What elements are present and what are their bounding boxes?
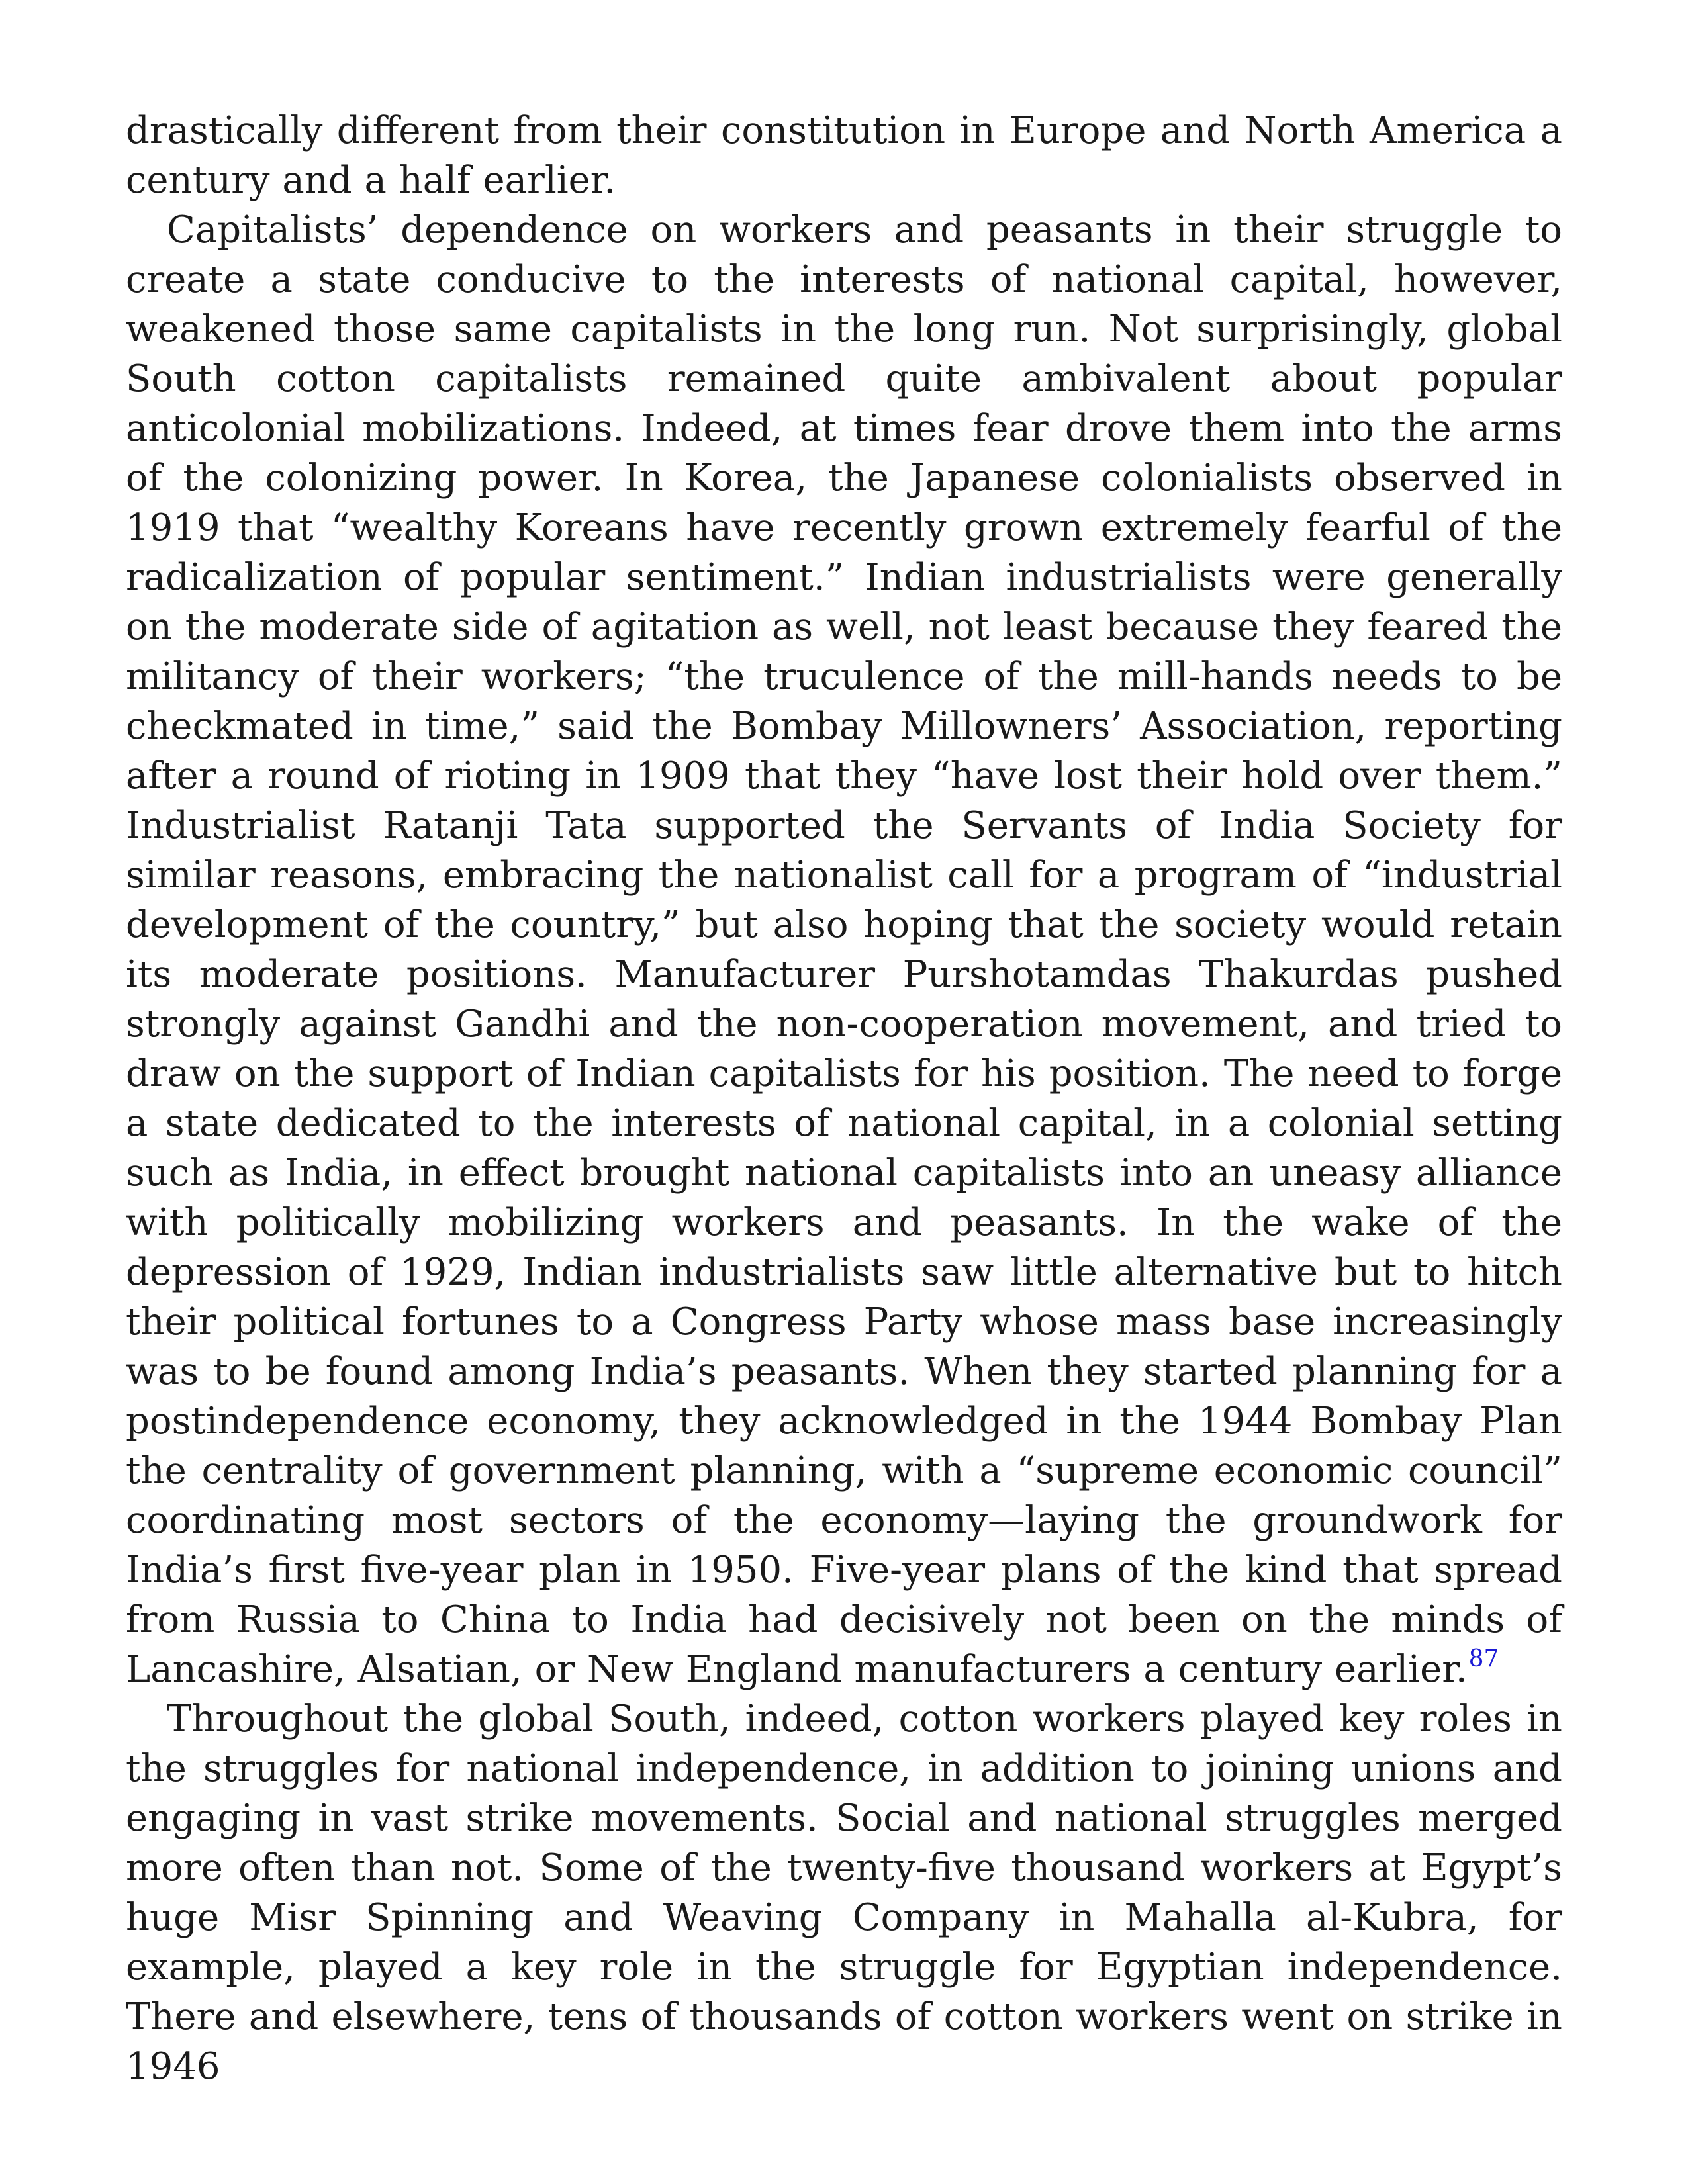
paragraph-text: drastically different from their constitution in Europe and North America a century and a half earlier.	[126, 109, 1562, 202]
book-page-text	[126, 106, 1562, 2091]
paragraph-text: Capitalists’ dependence on workers and peasants in their struggle to create a state conducive to the interests of national capital, however, weakened those same capitalists in the long run. Not surprisingly, global South cotton capitalists remained quite ambivalent about popular anticolonial mobilizations. Indeed, at times fear drove them into the arms of the colonizing power. In Korea, the Japanese colonialists observed in 1919 that “wealthy Koreans have recently grown extremely fearful of the radicalization of popular sentiment.” Indian industrialists were generally on the moderate side of agitation as well, not least because they feared the militancy of their workers; “the truculence of the mill-hands needs to be checkmated in time,” said the Bombay Millowners’ Association, reporting after a round of rioting in 1909 that they “have lost their hold over them.” Industrialist Ratanji Tata supported the Servants of India Society for similar reasons, embracing the nationalist call for a program of “industrial development of the country,” but also hoping that the society would retain its moderate positions. Manufacturer Purshotamdas Thakurdas pushed strongly against Gandhi and the non-cooperation movement, and tried to draw on the support of Indian capitalists for his position. The need to forge a state dedicated to the interests of national capital, in a colonial setting such as India, in effect brought national capitalists into an uneasy alliance with politically mobilizing workers and peasants. In the wake of the depression of 1929, Indian industrialists saw little alternative but to hitch their political fortunes to a Congress Party whose mass base increasingly was to be found among India’s peasants. When they started planning for a postindependence economy, they acknowledged in the 1944 Bombay Plan the centrality of government planning, with a “supreme economic council” coordinating most sectors of the economy—laying the groundwork for India’s first five-year plan in 1950. Five-year plans of the kind that spread from Russia to China to India had decisively not been on the minds of Lancashire, Alsatian, or New England manufacturers a century earlier.	[126, 208, 1562, 1691]
paragraph-text: Throughout the global South, indeed, cotton workers played key roles in the struggles for national independence, in addition to joining unions and engaging in vast strike movements. Social and national struggles merged more often than not. Some of the twenty-five thousand workers at Egypt’s huge Misr Spinning and Weaving Company in Mahalla al-Kubra, for example, played a key role in the struggle for Egyptian independence. There and elsewhere, tens of thousands of cotton workers went on strike in 1946	[126, 1698, 1562, 2088]
footnote-link[interactable]: 87	[1468, 1645, 1499, 1672]
paragraph-continuation	[126, 106, 1562, 205]
paragraph-capitalists	[126, 205, 1562, 1694]
paragraph-global-south	[126, 1694, 1562, 2091]
